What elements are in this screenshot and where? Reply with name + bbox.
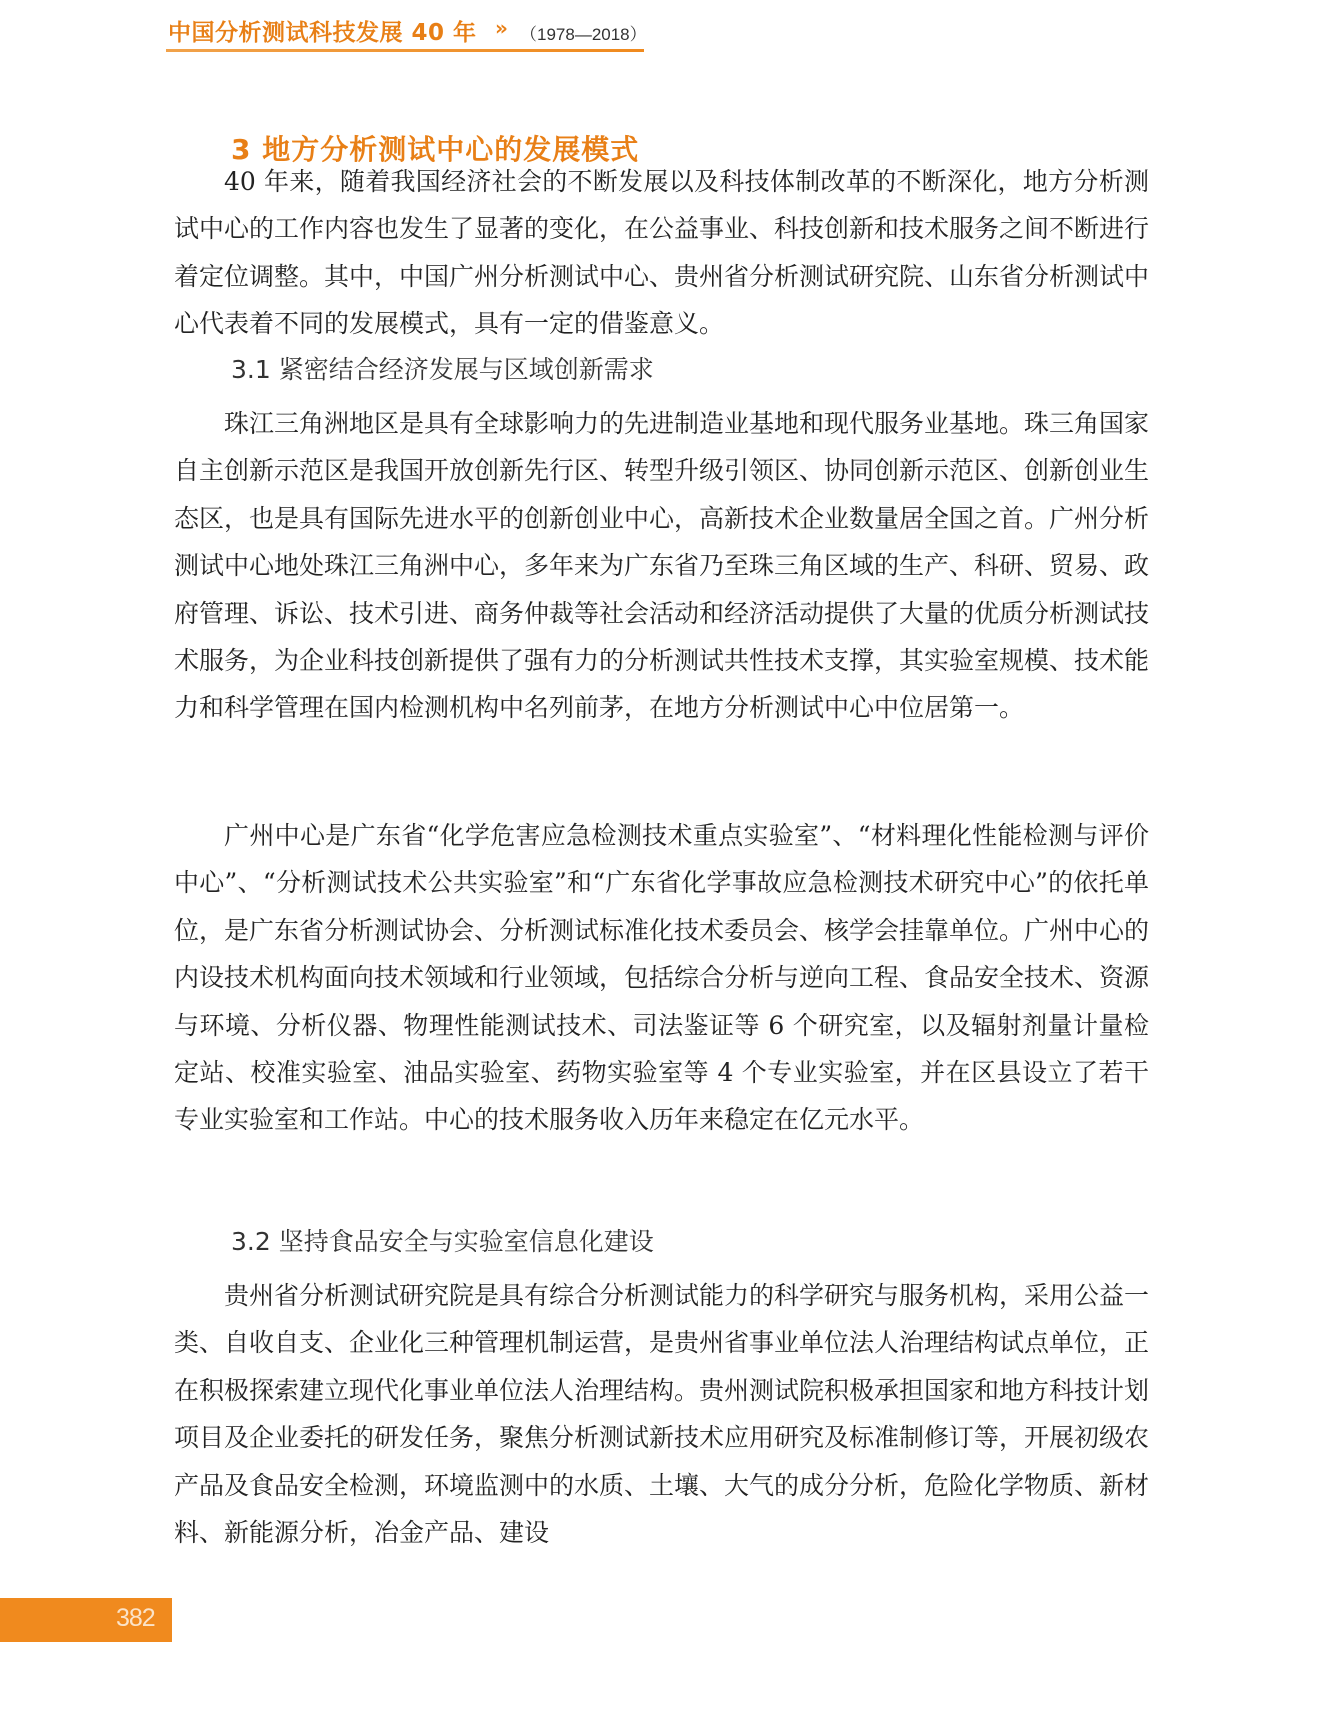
body-paragraph: 广州中心是广东省“化学危害应急检测技术重点实验室”、“材料理化性能检测与评价中心”、“分析测试技术公共实验室”和“广东省化学事故应急检测技术研究中心”的依托单位，是广东省分析测试协会、分析测试标准化技术委员会、核学会挂靠单位。广州中心的内设技术机构面向技术领域和行业领域，包括综合分析与逆向工程、食品安全技术、资源与环境、分析仪器、物理性能测试技术、司法鉴证等 6 个研究室，以及辐射剂量计量检定站、校准实验室、油品实验室、药物实验室等 4 个专业实验室，并在区县设立了若干专业实验室和工作站。中心的技术服务收入历年来稳定在亿元水平。 [174,821,1150,1135]
header-divider [166,49,644,52]
section-intro-paragraph: 40 年来，随着我国经济社会的不断发展以及科技体制改革的不断深化，地方分析测试中心的工作内容也发生了显著的变化，在公益事业、科技创新和技术服务之间不断进行着定位调整。其中，中国广州分析测试中心、贵州省分析测试研究院、山东省分析测试中心代表着不同的发展模式，具有一定的借鉴意义。 [174,167,1150,339]
double-chevron-icon: » [495,16,508,40]
section-heading: 3 地方分析测试中心的发展模式 [231,133,640,166]
subsection-heading-3-1: 3.1 紧密结合经济发展与区域创新需求 [231,355,654,384]
running-header-years: （1978—2018） [520,25,647,44]
body-paragraph: 珠江三角洲地区是具有全球影响力的先进制造业基地和现代服务业基地。珠三角国家自主创新示范区是我国开放创新先行区、转型升级引领区、协同创新示范区、创新创业生态区，也是具有国际先进水平的创新创业中心，高新技术企业数量居全国之首。广州分析测试中心地处珠江三角洲中心，多年来为广东省乃至珠三角区域的生产、科研、贸易、政府管理、诉讼、技术引进、商务仲裁等社会活动和经济活动提供了大量的优质分析测试技术服务，为企业科技创新提供了强有力的分析测试共性技术支撑，其实验室规模、技术能力和科学管理在国内检测机构中名列前茅，在地方分析测试中心中位居第一。 [174,409,1150,723]
page-number: 382 [116,1604,155,1632]
running-header-title: 中国分析测试科技发展 40 年 [168,20,477,46]
subsection-heading-3-2: 3.2 坚持食品安全与实验室信息化建设 [231,1227,654,1256]
body-paragraph: 贵州省分析测试研究院是具有综合分析测试能力的科学研究与服务机构，采用公益一类、自收自支、企业化三种管理机制运营，是贵州省事业单位法人治理结构试点单位，正在积极探索建立现代化事业单位法人治理结构。贵州测试院积极承担国家和地方科技计划项目及企业委托的研发任务，聚焦分析测试新技术应用研究及标准制修订等，开展初级农产品及食品安全检测，环境监测中的水质、土壤、大气的成分分析，危险化学物质、新材料、新能源分析，冶金产品、建设 [174,1281,1150,1548]
